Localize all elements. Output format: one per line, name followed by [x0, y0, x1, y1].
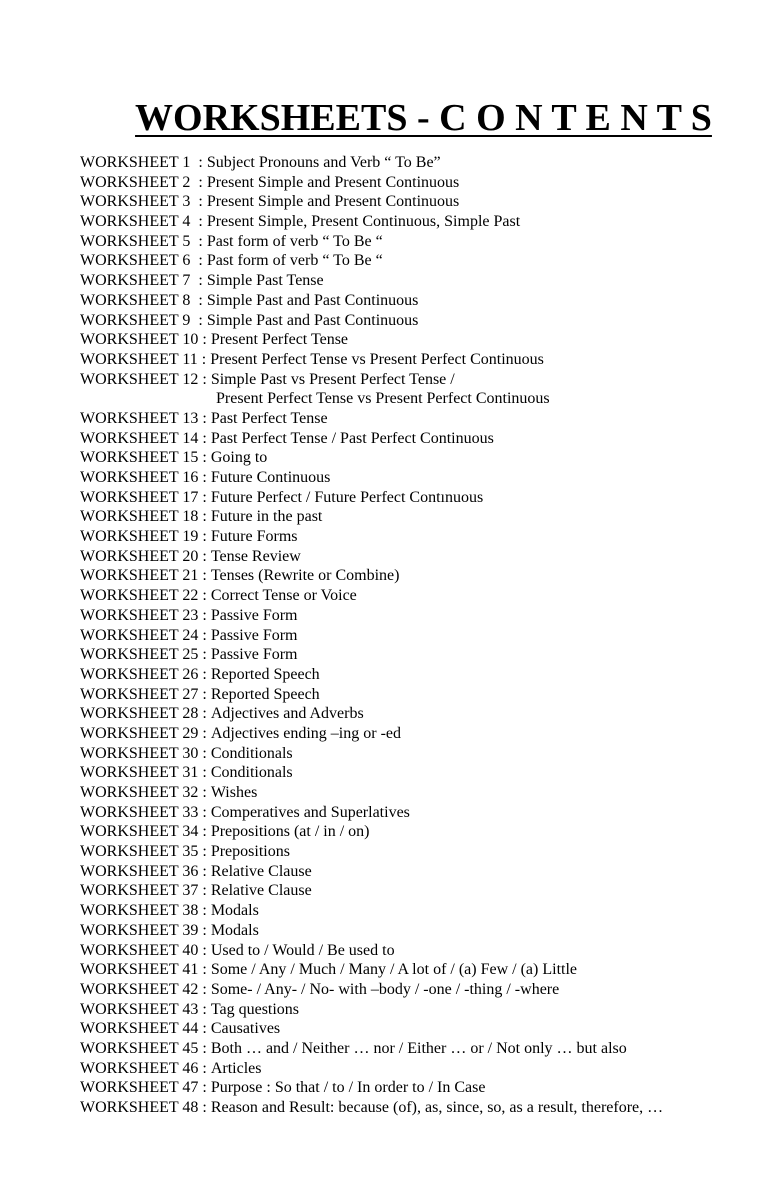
- worksheet-label: WORKSHEET 10: [80, 331, 199, 349]
- contents-row: [80, 901, 760, 921]
- contents-row: [80, 783, 760, 803]
- separator: :: [198, 882, 211, 900]
- contents-row: [80, 704, 760, 724]
- worksheet-label: WORKSHEET 31: [80, 764, 199, 782]
- separator: :: [198, 1059, 211, 1077]
- worksheet-label: WORKSHEET 20: [80, 547, 199, 565]
- worksheet-topic: Present Simple and Present Continuous: [206, 193, 460, 211]
- worksheet-topic: Adjectives and Adverbs: [210, 705, 364, 723]
- worksheet-topic: Past form of verb “ To Be “: [206, 252, 383, 270]
- worksheet-label: WORKSHEET 44: [80, 1020, 199, 1038]
- worksheet-topic: Future in the past: [210, 508, 323, 526]
- worksheet-topic: Modals: [210, 921, 259, 939]
- separator: :: [197, 350, 211, 368]
- contents-row: [80, 212, 760, 232]
- worksheet-topic: Prepositions: [210, 843, 290, 861]
- worksheet-label: WORKSHEET 32: [80, 784, 199, 801]
- separator: :: [198, 370, 211, 388]
- separator: :: [198, 606, 211, 624]
- worksheet-label: WORKSHEET 13: [80, 409, 199, 427]
- contents-row-continuation: [80, 389, 760, 409]
- worksheet-topic: Past Perfect Tense / Past Perfect Continuous: [210, 429, 494, 447]
- contents-row: [80, 468, 760, 488]
- worksheet-label: WORKSHEET 19: [80, 528, 199, 546]
- separator: :: [198, 862, 211, 880]
- worksheet-label: WORKSHEET 8: [80, 291, 191, 309]
- worksheet-topic: Going to: [210, 449, 268, 467]
- contents-row: [80, 665, 760, 685]
- worksheet-label: WORKSHEET 17: [80, 488, 199, 506]
- worksheet-topic: Used to / Would / Be used to: [210, 941, 395, 959]
- contents-row: [80, 153, 760, 173]
- separator: :: [198, 1000, 211, 1018]
- separator: :: [198, 724, 211, 742]
- page-title: [0, 96, 775, 140]
- contents-row: [80, 527, 760, 547]
- worksheet-topic: Purpose : So that / to / In order to / In Case: [210, 1079, 486, 1097]
- worksheet-label: WORKSHEET 16: [80, 469, 199, 486]
- worksheet-label: WORKSHEET 26: [80, 665, 199, 683]
- separator: :: [198, 587, 211, 605]
- worksheet-topic: Past Perfect Tense: [210, 409, 328, 427]
- worksheet-topic: Relative Clause: [210, 862, 312, 880]
- contents-row: [80, 822, 760, 842]
- separator: :: [198, 429, 211, 447]
- worksheet-topic: Adjectives ending –ing or -ed: [210, 724, 401, 742]
- worksheet-topic: Simple Past vs Present Perfect Tense /: [210, 370, 455, 388]
- worksheet-topic: Relative Clause: [210, 882, 312, 900]
- worksheet-topic: Conditionals: [210, 764, 293, 782]
- worksheet-topic: Subject Pronouns and Verb “ To Be”: [206, 154, 441, 171]
- separator: :: [198, 508, 211, 526]
- worksheet-label: WORKSHEET 4: [80, 213, 191, 231]
- contents-row: [80, 173, 760, 193]
- worksheet-label: WORKSHEET 46: [80, 1059, 199, 1077]
- worksheet-label: WORKSHEET 29: [80, 724, 199, 742]
- contents-row: [80, 488, 760, 508]
- separator: :: [198, 331, 211, 349]
- separator: :: [190, 173, 207, 191]
- worksheet-topic: Past form of verb “ To Be “: [206, 232, 383, 250]
- worksheet-topic: Future Perfect / Future Perfect Contınuous: [210, 488, 484, 506]
- separator: :: [198, 921, 211, 939]
- separator: :: [198, 941, 211, 959]
- worksheet-label: WORKSHEET 30: [80, 744, 199, 762]
- contents-row: [80, 330, 760, 350]
- worksheet-label: WORKSHEET 11: [80, 350, 198, 368]
- worksheet-topic-continued: Present Perfect Tense vs Present Perfect Continuous: [216, 390, 550, 408]
- worksheet-label: WORKSHEET 12: [80, 370, 199, 388]
- worksheet-topic: Future Forms: [210, 528, 298, 546]
- contents-row: [80, 1098, 760, 1118]
- contents-row: [80, 724, 760, 744]
- worksheet-label: WORKSHEET 23: [80, 606, 199, 624]
- separator: :: [198, 1020, 211, 1038]
- contents-row: [80, 645, 760, 665]
- worksheet-label: WORKSHEET 45: [80, 1039, 199, 1057]
- separator: :: [190, 291, 207, 309]
- contents-row: [80, 763, 760, 783]
- worksheet-topic: Some / Any / Much / Many / A lot of / (a) Few / (a) Little: [210, 961, 578, 979]
- worksheet-label: WORKSHEET 6: [80, 252, 191, 270]
- separator: :: [190, 272, 207, 290]
- contents-row: [80, 842, 760, 862]
- worksheet-label: WORKSHEET 24: [80, 626, 199, 644]
- separator: :: [198, 469, 211, 486]
- contents-row: [80, 960, 760, 980]
- contents-row: [80, 685, 760, 705]
- contents-row: [80, 803, 760, 823]
- separator: :: [198, 685, 211, 703]
- contents-row: [80, 251, 760, 271]
- worksheet-topic: Present Simple, Present Continuous, Simple Past: [206, 213, 521, 231]
- contents-row: [80, 547, 760, 567]
- separator: :: [190, 232, 207, 250]
- separator: :: [198, 980, 211, 998]
- worksheet-label: WORKSHEET 33: [80, 803, 199, 821]
- separator: :: [198, 626, 211, 644]
- contents-row: [80, 409, 760, 429]
- contents-row: [80, 1000, 760, 1020]
- worksheet-topic: Some- / Any- / No- with –body / -one / -thing / -where: [210, 980, 560, 998]
- worksheet-label: WORKSHEET 37: [80, 882, 199, 900]
- worksheet-label: WORKSHEET 25: [80, 646, 199, 664]
- contents-row: [80, 448, 760, 468]
- contents-row: [80, 1019, 760, 1039]
- worksheet-topic: Conditionals: [210, 744, 293, 762]
- worksheet-label: WORKSHEET 27: [80, 685, 199, 703]
- worksheet-topic: Tenses (Rewrite or Combine): [210, 567, 400, 585]
- separator: :: [190, 213, 207, 231]
- worksheet-topic: Reason and Result: because (of), as, since, so, as a result, therefore, …: [210, 1099, 664, 1116]
- contents-row: [80, 626, 760, 646]
- worksheet-label: WORKSHEET 3: [80, 193, 191, 211]
- separator: :: [198, 803, 211, 821]
- worksheet-label: WORKSHEET 34: [80, 823, 199, 841]
- worksheet-topic: Passive Form: [210, 626, 298, 644]
- worksheet-topic: Correct Tense or Voice: [210, 587, 357, 605]
- contents-row: [80, 606, 760, 626]
- separator: :: [198, 784, 211, 801]
- worksheet-label: WORKSHEET 5: [80, 232, 191, 250]
- worksheet-label: WORKSHEET 47: [80, 1079, 199, 1097]
- contents-row: [80, 921, 760, 941]
- contents-row: [80, 192, 760, 212]
- worksheet-topic: Present Simple and Present Continuous: [206, 173, 460, 191]
- contents-row: [80, 291, 760, 311]
- worksheet-label: WORKSHEET 21: [80, 567, 199, 585]
- worksheet-label: WORKSHEET 36: [80, 862, 199, 880]
- worksheet-topic: Both … and / Neither … nor / Either … or / Not only … but also: [210, 1039, 627, 1057]
- separator: :: [190, 154, 207, 171]
- worksheet-label: WORKSHEET 40: [80, 941, 199, 959]
- contents-row: [80, 566, 760, 586]
- contents-row: [80, 744, 760, 764]
- worksheet-topic: Simple Past and Past Continuous: [206, 291, 419, 309]
- contents-row: [80, 1059, 760, 1079]
- separator: :: [198, 1099, 211, 1116]
- separator: :: [198, 665, 211, 683]
- worksheet-label: WORKSHEET 22: [80, 587, 199, 605]
- worksheet-label: WORKSHEET 9: [80, 311, 191, 329]
- contents-row: [80, 350, 760, 370]
- worksheet-label: WORKSHEET 1: [80, 154, 191, 171]
- worksheet-topic: Reported Speech: [210, 685, 320, 703]
- worksheet-label: WORKSHEET 38: [80, 902, 199, 920]
- worksheet-label: WORKSHEET 7: [80, 272, 191, 290]
- worksheet-label: WORKSHEET 28: [80, 705, 199, 723]
- worksheet-label: WORKSHEET 14: [80, 429, 199, 447]
- worksheet-label: WORKSHEET 15: [80, 449, 199, 467]
- worksheet-label: WORKSHEET 41: [80, 961, 199, 979]
- page-title-text: WORKSHEETS - C O N T E N T S: [135, 97, 712, 139]
- contents-row: [80, 370, 760, 390]
- worksheet-label: WORKSHEET 43: [80, 1000, 199, 1018]
- separator: :: [198, 764, 211, 782]
- separator: :: [198, 705, 211, 723]
- contents-row: [80, 586, 760, 606]
- worksheet-topic: Future Continuous: [210, 469, 331, 486]
- worksheet-topic: Passive Form: [210, 646, 298, 664]
- worksheet-topic: Present Perfect Tense vs Present Perfect Continuous: [210, 350, 544, 368]
- contents-row: [80, 429, 760, 449]
- separator: :: [198, 843, 211, 861]
- worksheet-topic: Wishes: [210, 784, 258, 801]
- worksheet-topic: Tense Review: [210, 547, 301, 565]
- contents-row: [80, 507, 760, 527]
- contents-row: [80, 311, 760, 331]
- worksheet-label: WORKSHEET 35: [80, 843, 199, 861]
- contents-row: [80, 1039, 760, 1059]
- separator: :: [198, 744, 211, 762]
- separator: :: [198, 1039, 211, 1057]
- contents-row: [80, 980, 760, 1000]
- worksheet-topic: Articles: [210, 1059, 262, 1077]
- worksheet-topic: Prepositions (at / in / on): [210, 823, 370, 841]
- separator: :: [198, 1079, 211, 1097]
- separator: :: [198, 528, 211, 546]
- worksheet-topic: Tag questions: [210, 1000, 300, 1018]
- worksheet-topic: Modals: [210, 902, 259, 920]
- separator: :: [198, 449, 211, 467]
- separator: :: [198, 488, 211, 506]
- worksheet-topic: Simple Past Tense: [206, 272, 324, 290]
- contents-row: [80, 881, 760, 901]
- worksheet-label: WORKSHEET 42: [80, 980, 199, 998]
- separator: :: [198, 902, 211, 920]
- worksheet-topic: Comperatives and Superlatives: [210, 803, 410, 821]
- contents-row: [80, 941, 760, 961]
- separator: :: [190, 193, 207, 211]
- separator: :: [198, 961, 211, 979]
- contents-row: [80, 232, 760, 252]
- worksheet-topic: Simple Past and Past Continuous: [206, 311, 419, 329]
- worksheet-label: WORKSHEET 2: [80, 173, 191, 191]
- separator: :: [198, 409, 211, 427]
- contents-list: [80, 153, 760, 1118]
- worksheet-label: WORKSHEET 39: [80, 921, 199, 939]
- separator: :: [198, 823, 211, 841]
- worksheet-label: WORKSHEET 48: [80, 1099, 199, 1116]
- separator: :: [198, 567, 211, 585]
- worksheet-topic: Causatives: [210, 1020, 281, 1038]
- separator: :: [198, 646, 211, 664]
- contents-row: [80, 271, 760, 291]
- worksheet-topic: Reported Speech: [210, 665, 320, 683]
- worksheet-topic: Passive Form: [210, 606, 298, 624]
- contents-row: [80, 1078, 760, 1098]
- separator: :: [190, 311, 207, 329]
- worksheet-label: WORKSHEET 18: [80, 508, 199, 526]
- separator: :: [198, 547, 211, 565]
- separator: :: [190, 252, 207, 270]
- contents-row: [80, 862, 760, 882]
- worksheet-topic: Present Perfect Tense: [210, 331, 349, 349]
